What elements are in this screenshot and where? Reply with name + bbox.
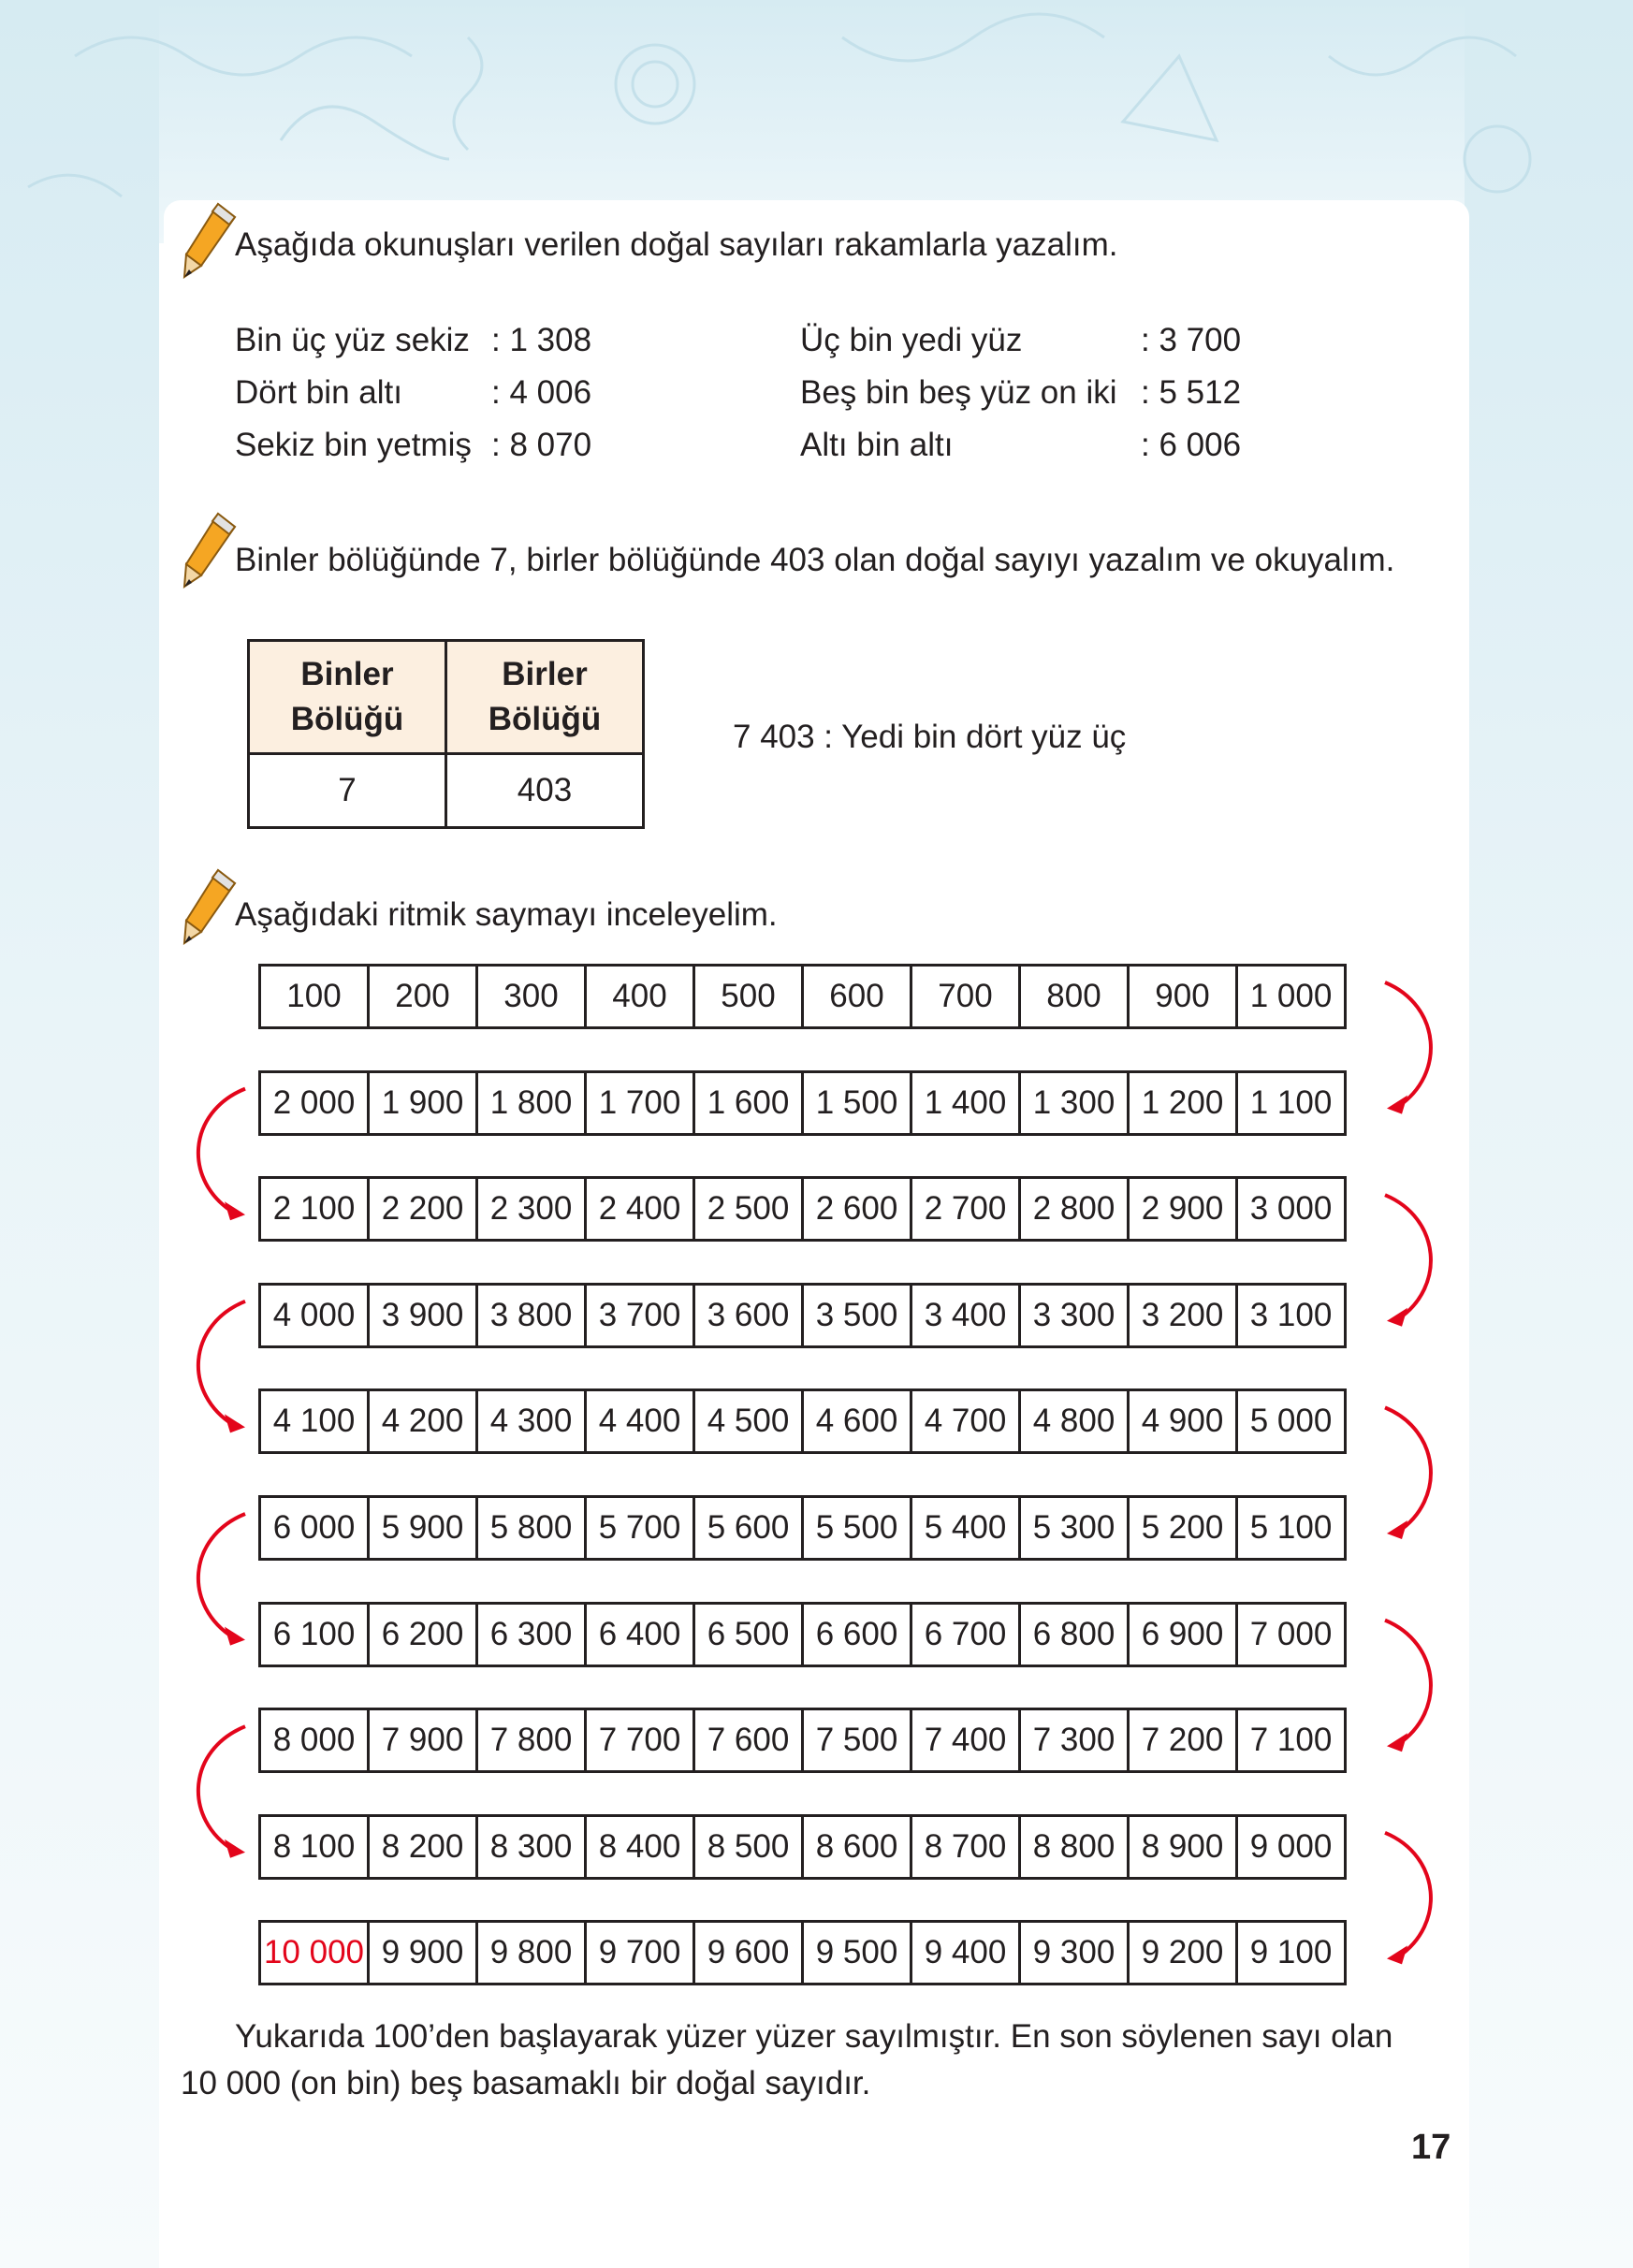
counting-cell: 6 300: [475, 1602, 587, 1667]
counting-cell: 3 500: [801, 1283, 912, 1348]
counting-cell: 3 800: [475, 1283, 587, 1348]
counting-cell: 5 600: [693, 1495, 804, 1561]
counting-cell: 4 000: [258, 1283, 370, 1348]
conclusion-line-1: Yukarıda 100’den başlayarak yüzer yüzer sayılmıştır. En son söylenen sayı olan: [235, 2018, 1393, 2055]
counting-cell: 5 200: [1127, 1495, 1238, 1561]
counting-cell: 5 500: [801, 1495, 912, 1561]
counting-cell: 600: [801, 964, 912, 1029]
curved-arrow-icon: [1385, 982, 1431, 1107]
section2-title: Binler bölüğünde 7, birler bölüğünde 403 olan doğal sayıyı yazalım ve okuyalım.: [235, 542, 1395, 578]
counting-cell: 4 500: [693, 1388, 804, 1454]
counting-cell: 7 800: [475, 1708, 587, 1773]
counting-cell: 6 600: [801, 1602, 912, 1667]
counting-cell: 800: [1018, 964, 1130, 1029]
value: 1 308: [509, 322, 592, 358]
curved-arrow-icon: [1385, 1195, 1431, 1319]
counting-cell: 5 300: [1018, 1495, 1130, 1561]
counting-cell: 8 900: [1127, 1814, 1238, 1880]
counting-cell: 7 000: [1235, 1602, 1347, 1667]
counting-cell: 2 800: [1018, 1176, 1130, 1242]
arrow-head: [1387, 1520, 1407, 1539]
right-item-value: : 6 006: [1141, 427, 1242, 463]
counting-cell: 4 600: [801, 1388, 912, 1454]
counting-cell: 6 100: [258, 1602, 370, 1667]
counting-cell: 2 100: [258, 1176, 370, 1242]
left-item-label: Dört bin altı: [235, 374, 402, 411]
curved-arrow-icon: [198, 1726, 245, 1851]
counting-cell: 8 700: [910, 1814, 1021, 1880]
counting-cell: 5 400: [910, 1495, 1021, 1561]
counting-cell: 9 400: [910, 1920, 1021, 1985]
counting-cell: 500: [693, 964, 804, 1029]
counting-cell: 7 500: [801, 1708, 912, 1773]
counting-cell: 6 200: [367, 1602, 478, 1667]
arrow-head: [1387, 1308, 1407, 1327]
counting-cell: 9 300: [1018, 1920, 1130, 1985]
counting-cell: 5 100: [1235, 1495, 1347, 1561]
counting-cell: 10 000: [258, 1920, 370, 1985]
curved-arrow-icon: [1385, 1407, 1431, 1532]
left-item-value: : 8 070: [491, 427, 592, 463]
page-number: 17: [1411, 2128, 1451, 2167]
counting-cell: 8 200: [367, 1814, 478, 1880]
value: 5 512: [1159, 374, 1242, 411]
counting-cell: 8 500: [693, 1814, 804, 1880]
counting-cell: 2 700: [910, 1176, 1021, 1242]
counting-cell: 4 700: [910, 1388, 1021, 1454]
arrow-head: [225, 1201, 245, 1220]
counting-cell: 1 700: [584, 1070, 695, 1136]
left-item-value: : 1 308: [491, 322, 592, 358]
conclusion-line-2: 10 000 (on bin) beş basamaklı bir doğal sayıdır.: [181, 2065, 871, 2101]
counting-cell: 900: [1127, 964, 1238, 1029]
counting-cell: 3 400: [910, 1283, 1021, 1348]
counting-cell: 2 600: [801, 1176, 912, 1242]
curved-arrow-icon: [198, 1089, 245, 1214]
counting-cell: 6 900: [1127, 1602, 1238, 1667]
counting-cell: 3 700: [584, 1283, 695, 1348]
counting-cell: 6 000: [258, 1495, 370, 1561]
right-item-label: Üç bin yedi yüz: [800, 322, 1023, 358]
counting-cell: 4 800: [1018, 1388, 1130, 1454]
left-item-label: Sekiz bin yetmiş: [235, 427, 472, 463]
counting-cell: 8 000: [258, 1708, 370, 1773]
counting-cell: 400: [584, 964, 695, 1029]
value: 8 070: [509, 427, 592, 463]
counting-cell: 100: [258, 964, 370, 1029]
counting-cell: 9 000: [1235, 1814, 1347, 1880]
counting-cell: 6 400: [584, 1602, 695, 1667]
counting-cell: 7 100: [1235, 1708, 1347, 1773]
left-item-value: : 4 006: [491, 374, 592, 411]
counting-cell: 5 700: [584, 1495, 695, 1561]
counting-cell: 200: [367, 964, 478, 1029]
counting-cell: 2 000: [258, 1070, 370, 1136]
counting-cell: 1 400: [910, 1070, 1021, 1136]
counting-cell: 9 800: [475, 1920, 587, 1985]
counting-cell: 9 200: [1127, 1920, 1238, 1985]
arrow-head: [1387, 1945, 1407, 1964]
value: 4 006: [509, 374, 592, 411]
counting-cell: 8 100: [258, 1814, 370, 1880]
section3-title: Aşağıdaki ritmik saymayı inceleyelim.: [235, 896, 778, 933]
left-item-label: Bin üç yüz sekiz: [235, 322, 470, 358]
curved-arrow-icon: [1385, 1621, 1431, 1745]
counting-cell: 3 600: [693, 1283, 804, 1348]
table-cell-binler: 7: [249, 754, 446, 828]
counting-cell: 700: [910, 964, 1021, 1029]
counting-cell: 5 800: [475, 1495, 587, 1561]
arrow-head: [1387, 1096, 1407, 1114]
counting-cell: 9 600: [693, 1920, 804, 1985]
counting-cell: 4 300: [475, 1388, 587, 1454]
counting-cell: 2 900: [1127, 1176, 1238, 1242]
counting-cell: 7 300: [1018, 1708, 1130, 1773]
counting-cell: 5 900: [367, 1495, 478, 1561]
counting-cell: 2 400: [584, 1176, 695, 1242]
counting-cell: 5 000: [1235, 1388, 1347, 1454]
counting-cell: 4 900: [1127, 1388, 1238, 1454]
counting-cell: 7 600: [693, 1708, 804, 1773]
header-line: Binler: [300, 656, 394, 692]
counting-cell: 1 900: [367, 1070, 478, 1136]
counting-cell: 7 400: [910, 1708, 1021, 1773]
counting-cell: 2 300: [475, 1176, 587, 1242]
counting-cell: 300: [475, 964, 587, 1029]
counting-cell: 1 100: [1235, 1070, 1347, 1136]
counting-cell: 1 500: [801, 1070, 912, 1136]
counting-cell: 3 000: [1235, 1176, 1347, 1242]
counting-cell: 9 700: [584, 1920, 695, 1985]
counting-cell: 1 300: [1018, 1070, 1130, 1136]
section1-title: Aşağıda okunuşları verilen doğal sayıları rakamlarla yazalım.: [235, 226, 1118, 263]
counting-cell: 2 500: [693, 1176, 804, 1242]
counting-cell: 1 200: [1127, 1070, 1238, 1136]
curved-arrow-icon: [1385, 1833, 1431, 1957]
curved-arrow-icon: [198, 1301, 245, 1426]
header-line: Bölüğü: [488, 701, 602, 737]
right-item-value: : 3 700: [1141, 322, 1242, 358]
counting-cell: 9 500: [801, 1920, 912, 1985]
counting-cell: 3 100: [1235, 1283, 1347, 1348]
table-cell-birler: 403: [446, 754, 644, 828]
number-reading: 7 403 : Yedi bin dört yüz üç: [733, 719, 1127, 755]
header-line: Birler: [502, 656, 588, 692]
counting-cell: 6 700: [910, 1602, 1021, 1667]
counting-cell: 8 300: [475, 1814, 587, 1880]
counting-cell: 6 800: [1018, 1602, 1130, 1667]
arrow-head: [225, 1839, 245, 1858]
counting-cell: 6 500: [693, 1602, 804, 1667]
counting-cell: 2 200: [367, 1176, 478, 1242]
arrow-head: [1387, 1733, 1407, 1752]
counting-cell: 1 800: [475, 1070, 587, 1136]
counting-cell: 4 200: [367, 1388, 478, 1454]
counting-cell: 9 100: [1235, 1920, 1347, 1985]
counting-cell: 7 900: [367, 1708, 478, 1773]
counting-cell: 8 400: [584, 1814, 695, 1880]
counting-cell: 3 300: [1018, 1283, 1130, 1348]
counting-cell: 3 900: [367, 1283, 478, 1348]
counting-cell: 4 400: [584, 1388, 695, 1454]
counting-cell: 4 100: [258, 1388, 370, 1454]
counting-cell: 8 600: [801, 1814, 912, 1880]
arrow-head: [225, 1414, 245, 1432]
right-item-label: Altı bin altı: [800, 427, 954, 463]
header-line: Bölüğü: [290, 701, 404, 737]
arrow-head: [225, 1627, 245, 1646]
counting-cell: 1 000: [1235, 964, 1347, 1029]
counting-cell: 7 700: [584, 1708, 695, 1773]
counting-cell: 3 200: [1127, 1283, 1238, 1348]
counting-cell: 9 900: [367, 1920, 478, 1985]
right-item-label: Beş bin beş yüz on iki: [800, 374, 1117, 411]
counting-cell: 7 200: [1127, 1708, 1238, 1773]
value: 3 700: [1159, 322, 1242, 358]
counting-cell: 1 600: [693, 1070, 804, 1136]
curved-arrow-icon: [198, 1514, 245, 1638]
counting-cell: 8 800: [1018, 1814, 1130, 1880]
value: 6 006: [1159, 427, 1242, 463]
right-item-value: : 5 512: [1141, 374, 1242, 411]
